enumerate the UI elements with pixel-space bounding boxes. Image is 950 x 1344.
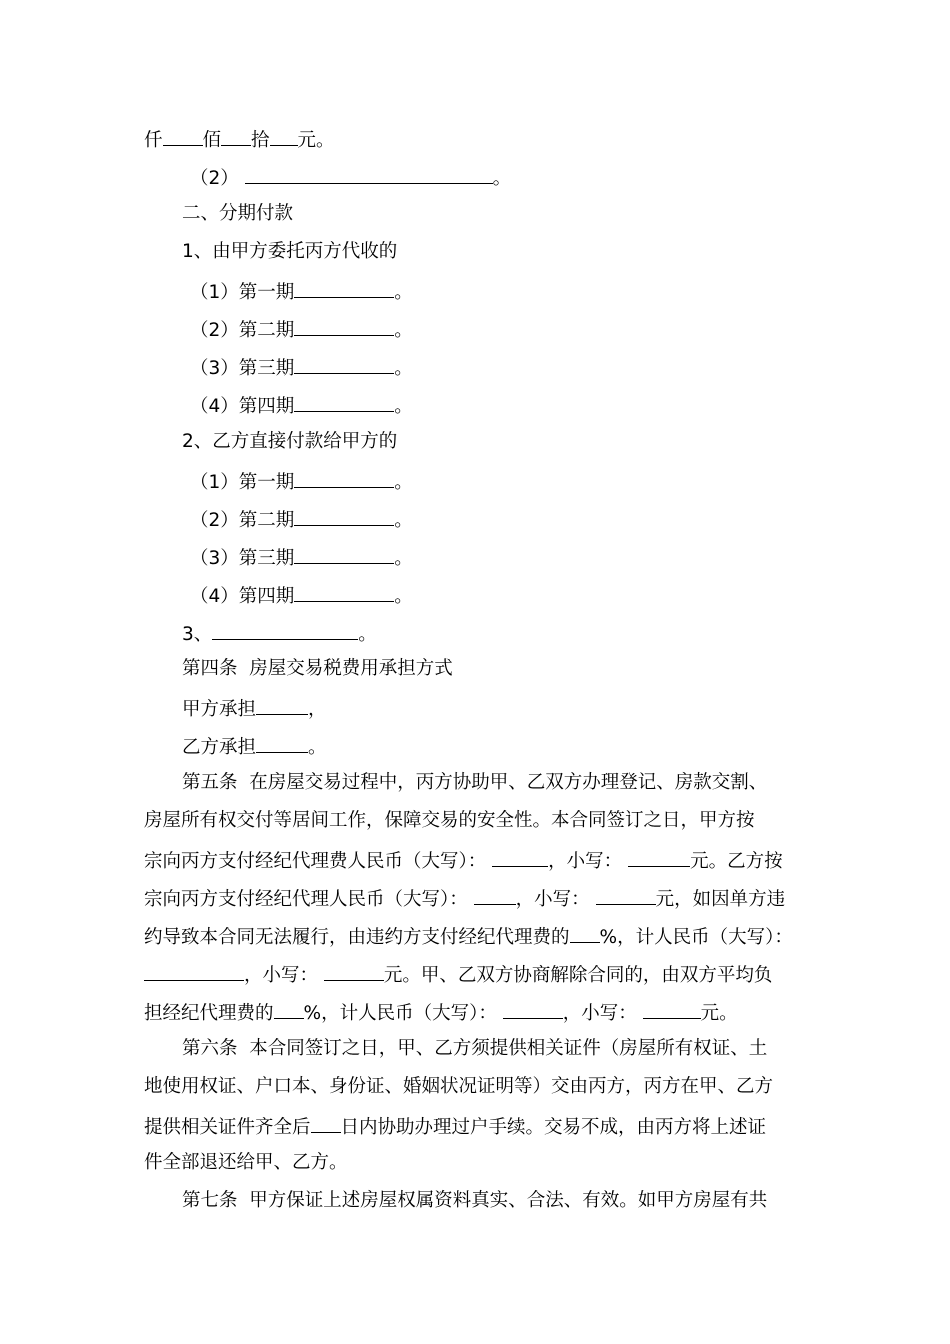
article-6-line: 件全部退还给甲、乙方。 [144, 1152, 348, 1173]
article-5-line: 约导致本合同无法履行，由违约方支付经纪代理费的 %，计人民币（大写）： [144, 923, 793, 950]
blank-field[interactable] [294, 392, 394, 412]
article-5-line: 担经纪代理费的 %，计人民币（大写）： ，小写： 元。 [144, 999, 738, 1026]
installment-line: （1）第一期 。 [190, 278, 413, 305]
sub-heading: 2、乙方直接付款给甲方的 [182, 431, 398, 452]
item-line: （2） 。 [190, 164, 511, 191]
blank-field[interactable] [163, 126, 203, 146]
blank-field[interactable] [294, 506, 394, 526]
article-5-line: 宗向丙方支付经纪代理人民币（大写）： ，小写： 元，如因单方违 [144, 885, 785, 912]
installment-line: （2）第二期 。 [190, 316, 413, 343]
installment-line: （1）第一期 。 [190, 468, 413, 495]
blank-field[interactable] [294, 278, 394, 298]
installment-line: （4）第四期 。 [190, 582, 413, 609]
blank-field[interactable] [212, 620, 358, 640]
blank-field[interactable] [144, 961, 244, 981]
article-7-line: 第七条 甲方保证上述房屋权属资料真实、合法、有效。如甲方房屋有共 [182, 1190, 768, 1211]
installment-line: （4）第四期 。 [190, 392, 413, 419]
amount-line: 仟 佰 拾 元。 [144, 126, 335, 153]
blank-field[interactable] [256, 733, 308, 753]
blank-field[interactable] [294, 354, 394, 374]
blank-field[interactable] [221, 126, 251, 146]
blank-field[interactable] [245, 164, 493, 184]
article-6-line: 提供相关证件齐全后 日内协助办理过户手续。交易不成，由丙方将上述证 [144, 1113, 766, 1140]
article-5-line: 房屋所有权交付等居间工作，保障交易的安全性。本合同签订之日，甲方按 [144, 810, 755, 831]
article-heading: 第四条 房屋交易税费用承担方式 [182, 658, 453, 679]
article-6-line: 第六条 本合同签订之日，甲、乙方须提供相关证件（房屋所有权证、土 [182, 1038, 768, 1059]
blank-field[interactable] [294, 316, 394, 336]
blank-field[interactable] [474, 885, 516, 905]
installment-line: （3）第三期 。 [190, 354, 413, 381]
blank-field[interactable] [294, 582, 394, 602]
blank-field[interactable] [628, 847, 690, 867]
party-b-line: 乙方承担 。 [182, 733, 327, 760]
blank-field[interactable] [294, 544, 394, 564]
blank-field[interactable] [492, 847, 548, 867]
article-5-line: 宗向丙方支付经纪代理费人民币（大写）： ，小写： 元。乙方按 [144, 847, 783, 874]
installment-line: （3）第三期 。 [190, 544, 413, 571]
blank-field[interactable] [311, 1113, 341, 1133]
article-6-line: 地使用权证、户口本、身份证、婚姻状况证明等）交由丙方，丙方在甲、乙方 [144, 1076, 774, 1097]
blank-field[interactable] [294, 468, 394, 488]
blank-field[interactable] [503, 999, 563, 1019]
blank-field[interactable] [596, 885, 656, 905]
blank-field[interactable] [643, 999, 701, 1019]
article-5-line: 第五条 在房屋交易过程中，丙方协助甲、乙双方办理登记、房款交割、 [182, 772, 768, 793]
blank-field[interactable] [270, 126, 298, 146]
blank-field[interactable] [324, 961, 384, 981]
section-heading: 二、分期付款 [182, 203, 294, 224]
blank-field[interactable] [570, 923, 600, 943]
article-5-line: ，小写： 元。甲、乙双方协商解除合同的，由双方平均负 [144, 961, 772, 988]
item-line: 3、 。 [182, 620, 377, 647]
sub-heading: 1、由甲方委托丙方代收的 [182, 241, 398, 262]
installment-line: （2）第二期 。 [190, 506, 413, 533]
blank-field[interactable] [274, 999, 304, 1019]
party-a-line: 甲方承担 ， [182, 695, 327, 722]
blank-field[interactable] [256, 695, 308, 715]
